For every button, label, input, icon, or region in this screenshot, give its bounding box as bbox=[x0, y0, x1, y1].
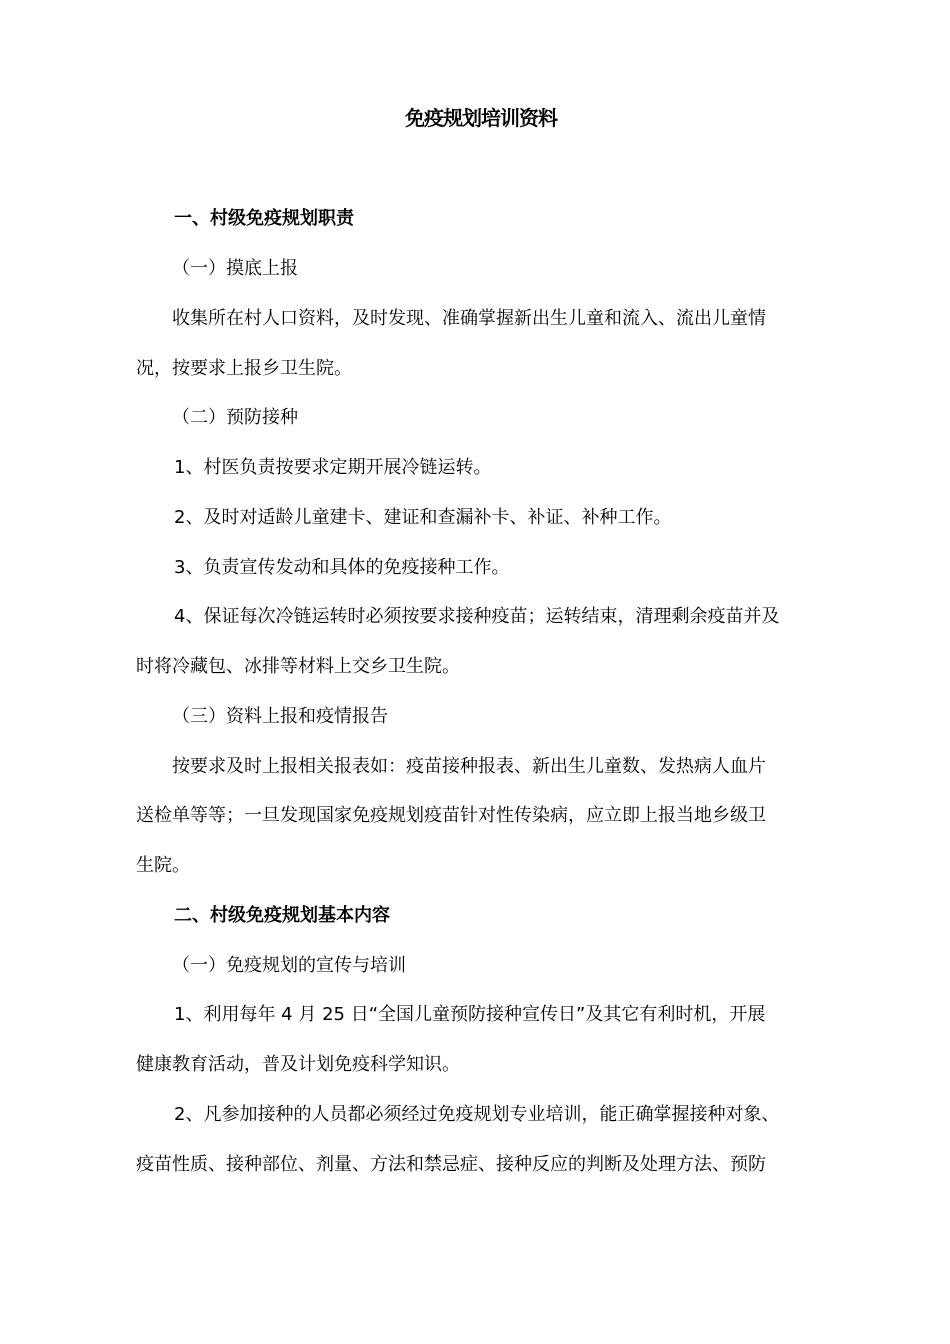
paragraph-line: 送检单等等；一旦发现国家免疫规划疫苗针对性传染病，应立即上报当地乡级卫 bbox=[136, 805, 766, 826]
paragraph-line: 按要求及时上报相关报表如：疫苗接种报表、新出生儿童数、发热病人血片 bbox=[172, 756, 766, 777]
paragraph-line: 况，按要求上报乡卫生院。 bbox=[136, 358, 352, 379]
paragraph-line: 时将冷藏包、冰排等材料上交乡卫生院。 bbox=[136, 656, 460, 677]
paragraph-line: 健康教育活动，普及计划免疫科学知识。 bbox=[136, 1054, 460, 1075]
list-item: 2、凡参加接种的人员都必须经过免疫规划专业培训，能正确掌握接种对象、 bbox=[174, 1104, 780, 1125]
subsection-heading: （一）免疫规划的宣传与培训 bbox=[172, 955, 406, 976]
subsection-heading: （三）资料上报和疫情报告 bbox=[172, 706, 388, 727]
section-heading-2: 二、村级免疫规划基本内容 bbox=[174, 905, 390, 926]
list-item: 4、保证每次冷链运转时必须按要求接种疫苗；运转结束，清理剩余疫苗并及 bbox=[174, 606, 780, 627]
subsection-heading: （一）摸底上报 bbox=[172, 258, 298, 279]
document-title: 免疫规划培训资料 bbox=[405, 106, 557, 130]
paragraph-line: 收集所在村人口资料，及时发现、准确掌握新出生儿童和流入、流出儿童情 bbox=[172, 308, 766, 329]
subsection-heading: （二）预防接种 bbox=[172, 407, 298, 428]
section-heading-1: 一、村级免疫规划职责 bbox=[174, 208, 354, 229]
list-item: 1、村医负责按要求定期开展冷链运转。 bbox=[174, 457, 492, 478]
list-item: 3、负责宣传发动和具体的免疫接种工作。 bbox=[174, 557, 510, 578]
list-item: 1、利用每年 4 月 25 日“全国儿童预防接种宣传日”及其它有利时机，开展 bbox=[174, 1004, 766, 1025]
list-item: 2、及时对适龄儿童建卡、建证和查漏补卡、补证、补种工作。 bbox=[174, 507, 672, 528]
paragraph-line: 生院。 bbox=[136, 855, 190, 876]
paragraph-line: 疫苗性质、接种部位、剂量、方法和禁忌症、接种反应的判断及处理方法、预防 bbox=[136, 1154, 766, 1175]
